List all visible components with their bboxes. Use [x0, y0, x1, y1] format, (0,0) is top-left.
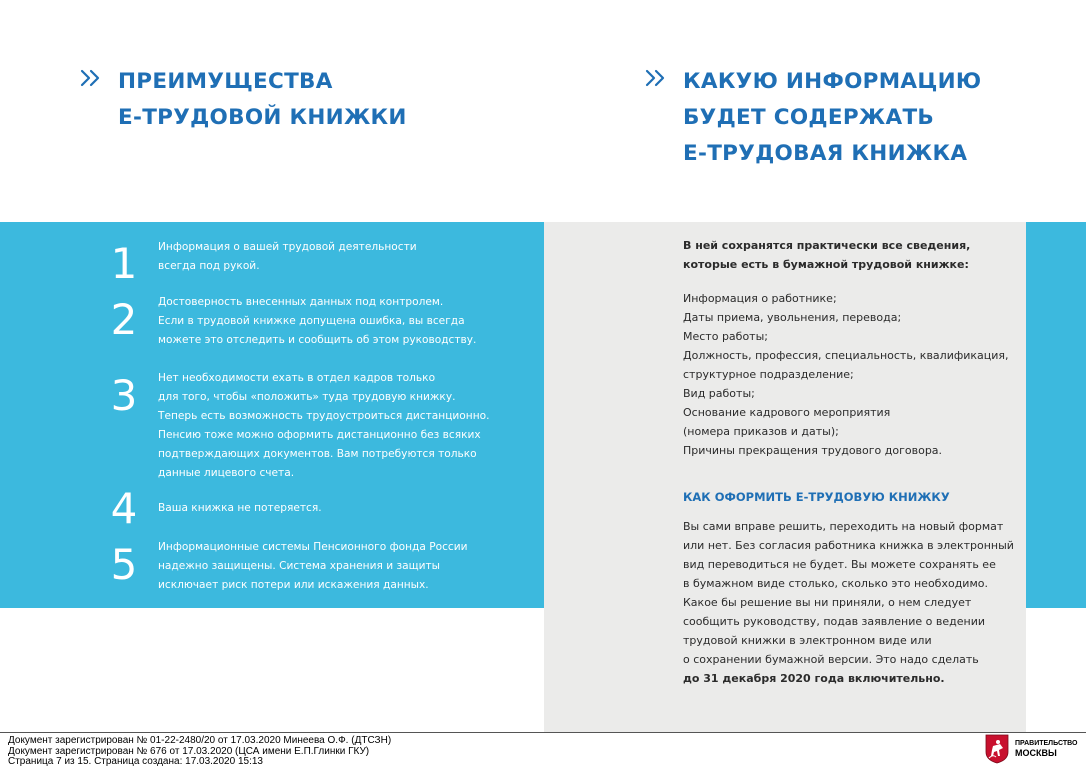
advantage-text	[158, 293, 528, 350]
moscow-coat-of-arms-icon	[985, 734, 1009, 764]
advantage-text	[158, 499, 528, 518]
text-line: Какое бы решение вы ни приняли, о нем следует	[683, 596, 972, 609]
heading-line: КАКУЮ ИНФОРМАЦИЮ	[683, 69, 982, 94]
text-line: о сохранении бумажной версии. Это надо сделать	[683, 653, 979, 666]
advantage-number: 3	[110, 371, 138, 420]
logo-line: ПРАВИТЕЛЬСТВО	[1015, 740, 1078, 747]
list-item: Информация о работнике;	[683, 292, 837, 305]
advantage-number: 2	[110, 295, 138, 344]
deadline-text: до 31 декабря 2020 года включительно.	[683, 672, 945, 685]
advantage-text	[158, 538, 528, 595]
text-line: всегда под рукой.	[158, 260, 260, 272]
text-line: Нет необходимости ехать в отдел кадров только	[158, 372, 436, 384]
list-item: (номера приказов и даты);	[683, 425, 839, 438]
list-item: Основание кадрового мероприятия	[683, 406, 891, 419]
footer-line: Страница 7 из 15. Страница создана: 17.03.2020 15:13	[8, 756, 263, 767]
list-item: структурное подразделение;	[683, 368, 854, 381]
footer-divider	[0, 732, 1086, 733]
text-line: Теперь есть возможность трудоустроиться дистанционно.	[158, 410, 490, 422]
text-line: можете это отследить и сообщить об этом руководству.	[158, 334, 477, 346]
text-line: которые есть в бумажной трудовой книжке:	[683, 258, 969, 271]
footer-line: Документ зарегистрирован № 01-22-2480/20 от 17.03.2020 Минеева О.Ф. (ДТСЗН)	[8, 735, 392, 746]
text-line: Достоверность внесенных данных под контролем.	[158, 296, 444, 308]
info-intro	[683, 236, 1023, 274]
content-heading	[645, 64, 1085, 174]
how-to-title: КАК ОФОРМИТЬ Е-ТРУДОВУЮ КНИЖКУ	[683, 490, 950, 504]
text-line: Пенсию тоже можно оформить дистанционно без всяких	[158, 429, 481, 441]
text-line: Если в трудовой книжке допущена ошибка, вы всегда	[158, 315, 465, 327]
advantage-text	[158, 369, 528, 483]
how-to-text	[683, 517, 1023, 688]
heading-line: БУДЕТ СОДЕРЖАТЬ	[683, 105, 935, 130]
text-line: трудовой книжки в электронном виде или	[683, 634, 932, 647]
advantage-text	[158, 238, 528, 276]
double-chevron-right-icon	[80, 69, 102, 87]
text-line: для того, чтобы «положить» туда трудовую книжку.	[158, 391, 456, 403]
list-item: Даты приема, увольнения, перевода;	[683, 311, 902, 324]
text-line: Информационные системы Пенсионного фонда России	[158, 541, 468, 553]
text-line: Вы сами вправе решить, переходить на новый формат	[683, 520, 1004, 533]
text-line: сообщить руководству, подав заявление о ведении	[683, 615, 985, 628]
list-item: Должность, профессия, специальность, квалификация,	[683, 349, 1009, 362]
text-line: или нет. Без согласия работника книжка в электронный	[683, 539, 1014, 552]
moscow-government-logo	[985, 734, 1081, 766]
text-line: Ваша книжка не потеряется.	[158, 502, 322, 514]
text-line: надежно защищены. Система хранения и защиты	[158, 560, 440, 572]
heading-line: ПРЕИМУЩЕСТВА	[118, 69, 333, 94]
list-item: Вид работы;	[683, 387, 755, 400]
list-item: Причины прекращения трудового договора.	[683, 444, 943, 457]
advantages-heading	[80, 64, 540, 144]
heading-line: Е-ТРУДОВАЯ КНИЖКА	[683, 141, 968, 166]
double-chevron-right-icon	[645, 69, 667, 87]
text-line: данные лицевого счета.	[158, 467, 295, 479]
text-line: в бумажном виде столько, сколько это необходимо.	[683, 577, 988, 590]
advantage-number: 4	[110, 484, 138, 533]
text-line: подтверждающих документов. Вам потребуются только	[158, 448, 477, 460]
advantage-number: 5	[110, 540, 138, 589]
text-line: вид переводиться не будет. Вы можете сохранять ее	[683, 558, 996, 571]
text-line: исключает риск потери или искажения данных.	[158, 579, 429, 591]
info-list	[683, 289, 1023, 460]
right-accent-band	[1026, 222, 1086, 608]
heading-line: Е-ТРУДОВОЙ КНИЖКИ	[118, 105, 407, 130]
advantage-number: 1	[110, 239, 138, 288]
text-line: Информация о вашей трудовой деятельности	[158, 241, 417, 253]
logo-line: МОСКВЫ	[1015, 748, 1057, 758]
list-item: Место работы;	[683, 330, 768, 343]
footer-line: Документ зарегистрирован № 676 от 17.03.2020 (ЦСА имени Е.П.Глинки ГКУ)	[8, 745, 370, 757]
registration-footer	[8, 736, 391, 768]
text-line: В ней сохранятся практически все сведения,	[683, 239, 971, 252]
